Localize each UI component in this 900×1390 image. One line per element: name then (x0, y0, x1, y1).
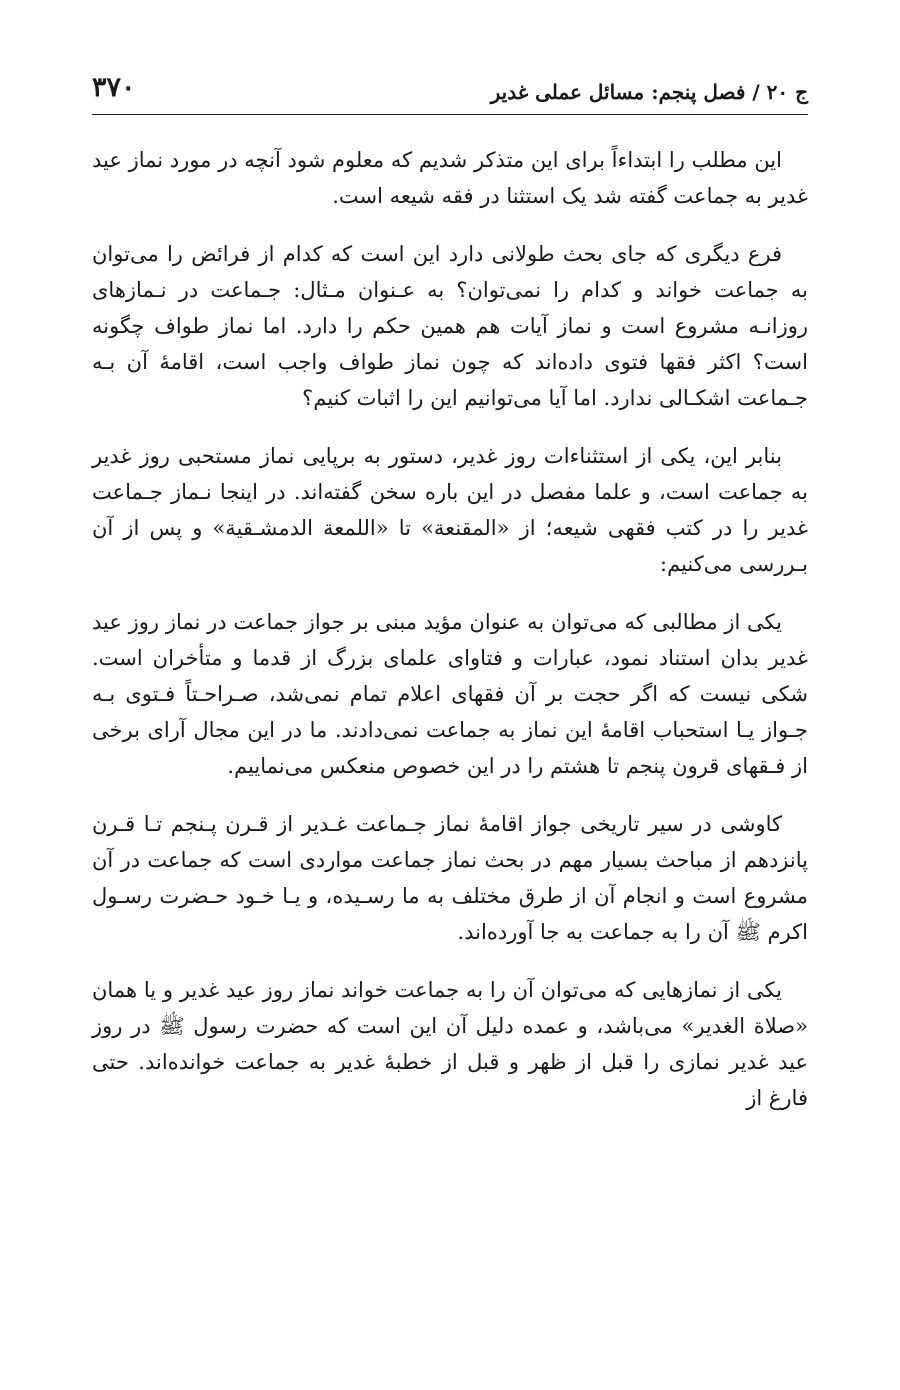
paragraph: فرع دیگری که جای بحث طولانی دارد این است که کدام از فرائض را می‌توان به جماعت خواند و کدام را نمی‌توان؟ به عـنوان مـثال: جـماعت در نـمازهای روزانـه مشروع است و نماز آیات هم همین حکم را دارد. اما نماز طواف چگونه است؟ اکثر فقها فتوی داده‌اند که چون نماز طواف واجب است، اقامهٔ آن بـه جـماعت اشکـالی ندارد. اما آیا می‌توانیم این را اثبات کنیم؟ (92, 242, 808, 410)
paragraph: یکی از مطالبی که می‌توان به عنوان مؤید مبنی بر جواز جماعت در نماز روز عید غدیر بدان استناد نمود، عبارات و فتاوای علمای بزرگ از قدما و متأخران است. شکی نیست که اگر حجت بر آن فقهای اعلام تمام نمی‌شد، صـراحـتاً فـتوی بـه جـواز یـا استحباب اقامهٔ این نماز به جماعت نمی‌دادند. ما در این مجال آرای برخی از فـقهای قرون پنجم تا هشتم را در این خصوص منعکس می‌نماییم. (92, 610, 808, 778)
book-page (92, 0, 808, 1390)
body-text (92, 142, 808, 1138)
page-number: ۳۷۰ (92, 72, 136, 103)
page-header (92, 66, 808, 115)
paragraph: بنابر این، یکی از استثناءات روز غدیر، دستور به برپایی نماز مستحبی روز غدیر به جماعت است، و علما مفصل در این باره سخن گفته‌اند. در اینجا نـماز جـماعت غدیر را در کتب فقهی شیعه؛ از «المقنعة» تا «اللمعة الدمشـقية» و پس از آن بـررسی می‌کنیم: (92, 444, 808, 576)
running-title: ج ۲۰ / فصل پنجم: مسائل عملی غدیر (490, 80, 808, 104)
paragraph: یکی از نمازهایی که می‌توان آن را به جماعت خواند نماز روز عید غدیر و یا همان «صلاة الغدیر» می‌باشد، و عمده دلیل آن این است که حضرت رسول ﷺ در روز عید غدیر نمازی را قبل از ظهر و قبل از خطبهٔ غدیر به جماعت خوانده‌اند. حتی فارغ از (92, 978, 808, 1110)
paragraph: کاوشی در سیر تاریخی جواز اقامهٔ نماز جـماعت غـدیر از قـرن پـنجم تـا قـرن پانزدهم از مباحث بسیار مهم در بحث نماز جماعت مواردی است که جماعت در آن مشروع است و انجام آن از طرق مختلف به ما رسـیده، و یـا خـود حـضرت رسـول اکرم ﷺ آن را به جماعت به جا آورده‌اند. (92, 812, 808, 944)
paragraph: این مطلب را ابتداءاً برای این متذکر شدیم که معلوم شود آنچه در مورد نماز عید غدیر به جماعت گفته شد یک استثنا در فقه شیعه است. (92, 148, 808, 208)
